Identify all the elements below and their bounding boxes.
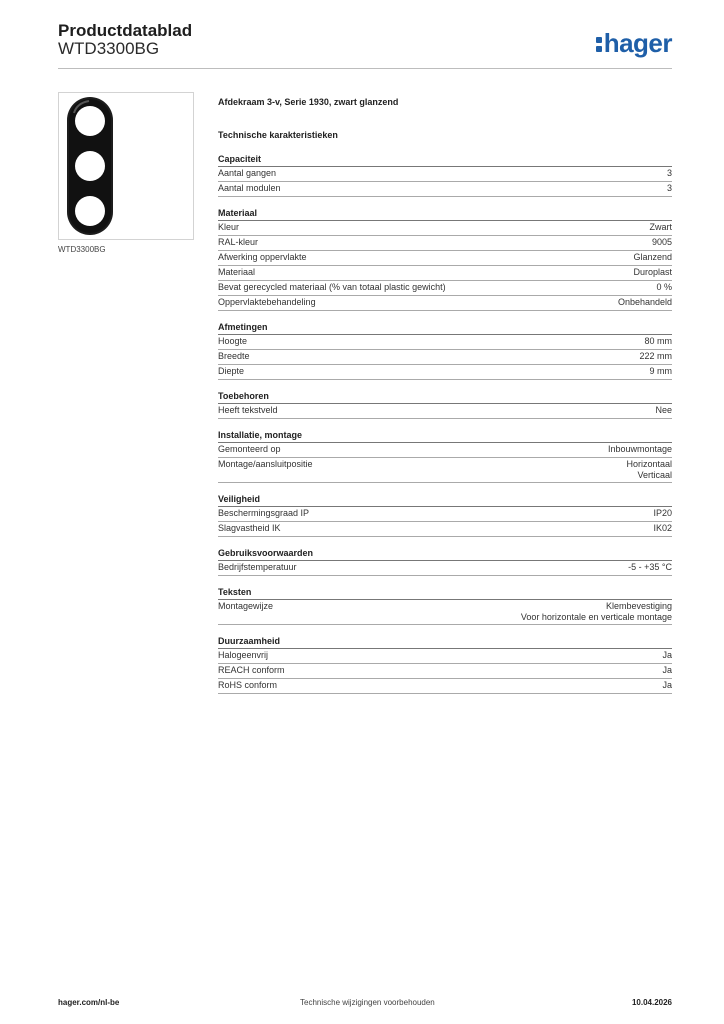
spec-label: Slagvastheid IK [218,523,281,533]
spec-label: Heeft tekstveld [218,405,278,415]
spec-section [218,153,672,197]
spec-label: Bedrijfstemperatuur [218,562,297,572]
spec-label: Aantal modulen [218,183,281,193]
spec-section [218,390,672,419]
spec-value-line: Ja [662,680,672,690]
spec-row [218,221,672,236]
spec-section [218,493,672,537]
product-description: Afdekraam 3-v, Serie 1930, zwart glanzend [218,97,399,107]
spec-value [662,650,672,661]
spec-value-line: 3 [666,168,672,178]
spec-value [618,297,672,308]
spec-row [218,335,672,350]
section-title: Veiligheid [218,493,672,507]
spec-label: Bevat gerecycled materiaal (% van totaal plastic gewicht) [218,282,446,292]
spec-label: Aantal gangen [218,168,277,178]
spec-value-line: Klembevestiging [605,601,672,611]
spec-row [218,404,672,419]
spec-value-line: IK02 [653,523,672,533]
spec-value [626,459,672,481]
spec-value [662,665,672,676]
logo-colon-icon [596,35,603,54]
spec-section [218,547,672,576]
spec-value-line: Horizontaal [626,459,672,469]
spec-row [218,350,672,365]
spec-row [218,522,672,537]
spec-label: REACH conform [218,665,285,675]
product-image [58,92,194,240]
spec-row [218,182,672,197]
section-title: Materiaal [218,207,672,221]
spec-label: Beschermingsgraad IP [218,508,310,518]
spec-label: Montage/aansluitpositie [218,459,313,469]
spec-value [608,444,672,455]
spec-value-line: Onbehandeld [617,297,672,307]
section-title: Duurzaamheid [218,635,672,649]
spec-row [218,266,672,281]
spec-label: Gemonteerd op [218,444,281,454]
spec-label: Kleur [218,222,240,232]
spec-value-line: Glanzend [633,252,672,262]
spec-value [650,222,673,233]
footer-notice: Technische wijzigingen voorbehouden [300,998,435,1007]
spec-value-line: 3 [666,183,672,193]
footer-website: hager.com/nl-be [58,998,120,1007]
spec-row [218,281,672,296]
section-title: Gebruiksvoorwaarden [218,547,672,561]
spec-label: Oppervlaktebehandeling [218,297,316,307]
spec-row [218,507,672,522]
page-title: Productdatablad [58,21,193,40]
spec-row [218,236,672,251]
spec-value [667,183,672,194]
section-title: Toebehoren [218,390,672,404]
spec-value-line: 80 mm [644,336,672,346]
spec-row [218,443,672,458]
spec-section [218,207,672,311]
spec-value-line: 0 % [656,282,672,292]
spec-value [662,680,672,691]
spec-value [656,282,672,293]
spec-value-line: Voor horizontale en verticale montage [520,612,672,622]
product-image-caption: WTD3300BG [58,245,106,254]
spec-label: RAL-kleur [218,237,259,247]
spec-row [218,458,672,483]
technical-heading: Technische karakteristieken [218,130,338,140]
spec-row [218,251,672,266]
spec-label: Halogeenvrij [218,650,269,660]
hager-logo [596,28,672,59]
spec-row [218,561,672,576]
spec-value [628,562,672,573]
spec-value-line: 222 mm [639,351,672,361]
spec-value [653,508,672,519]
spec-row [218,600,672,625]
header-divider [58,68,672,69]
spec-section [218,429,672,483]
spec-value [644,336,672,347]
section-title: Capaciteit [218,153,672,167]
spec-value [521,601,672,623]
spec-section [218,321,672,380]
spec-row [218,679,672,694]
spec-value-line: Ja [662,650,672,660]
spec-value-line: Nee [655,405,672,415]
spec-value [639,351,672,362]
spec-value [653,523,672,534]
spec-label: Breedte [218,351,250,361]
section-title: Afmetingen [218,321,672,335]
spec-row [218,365,672,380]
product-code: WTD3300BG [58,39,160,58]
spec-sections [218,153,672,694]
spec-value-line: Verticaal [637,470,672,480]
spec-section [218,586,672,625]
spec-label: Materiaal [218,267,256,277]
logo-text: hager [603,28,672,58]
spec-label: Diepte [218,366,245,376]
section-title: Teksten [218,586,672,600]
spec-value-line: Ja [662,665,672,675]
spec-row [218,649,672,664]
spec-value [633,267,672,278]
cover-frame-image [59,93,193,239]
spec-value [652,237,672,248]
spec-row [218,296,672,311]
spec-section [218,635,672,694]
spec-value-line: Zwart [649,222,672,232]
spec-value-line: -5 - +35 °C [628,562,672,572]
spec-content [218,96,672,694]
spec-label: Hoogte [218,336,248,346]
spec-value-line: 9005 [651,237,672,247]
spec-row [218,664,672,679]
spec-value [655,405,672,416]
spec-value [633,252,672,263]
section-title: Installatie, montage [218,429,672,443]
spec-value-line: Duroplast [633,267,672,277]
footer-date: 10.04.2026 [631,998,672,1007]
spec-value [667,168,672,179]
spec-label: Afwerking oppervlakte [218,252,307,262]
spec-value-line: Inbouwmontage [607,444,672,454]
spec-value [650,366,673,377]
spec-row [218,167,672,182]
spec-value-line: 9 mm [649,366,672,376]
spec-label: Montagewijze [218,601,274,611]
spec-value-line: IP20 [653,508,672,518]
spec-label: RoHS conform [218,680,278,690]
